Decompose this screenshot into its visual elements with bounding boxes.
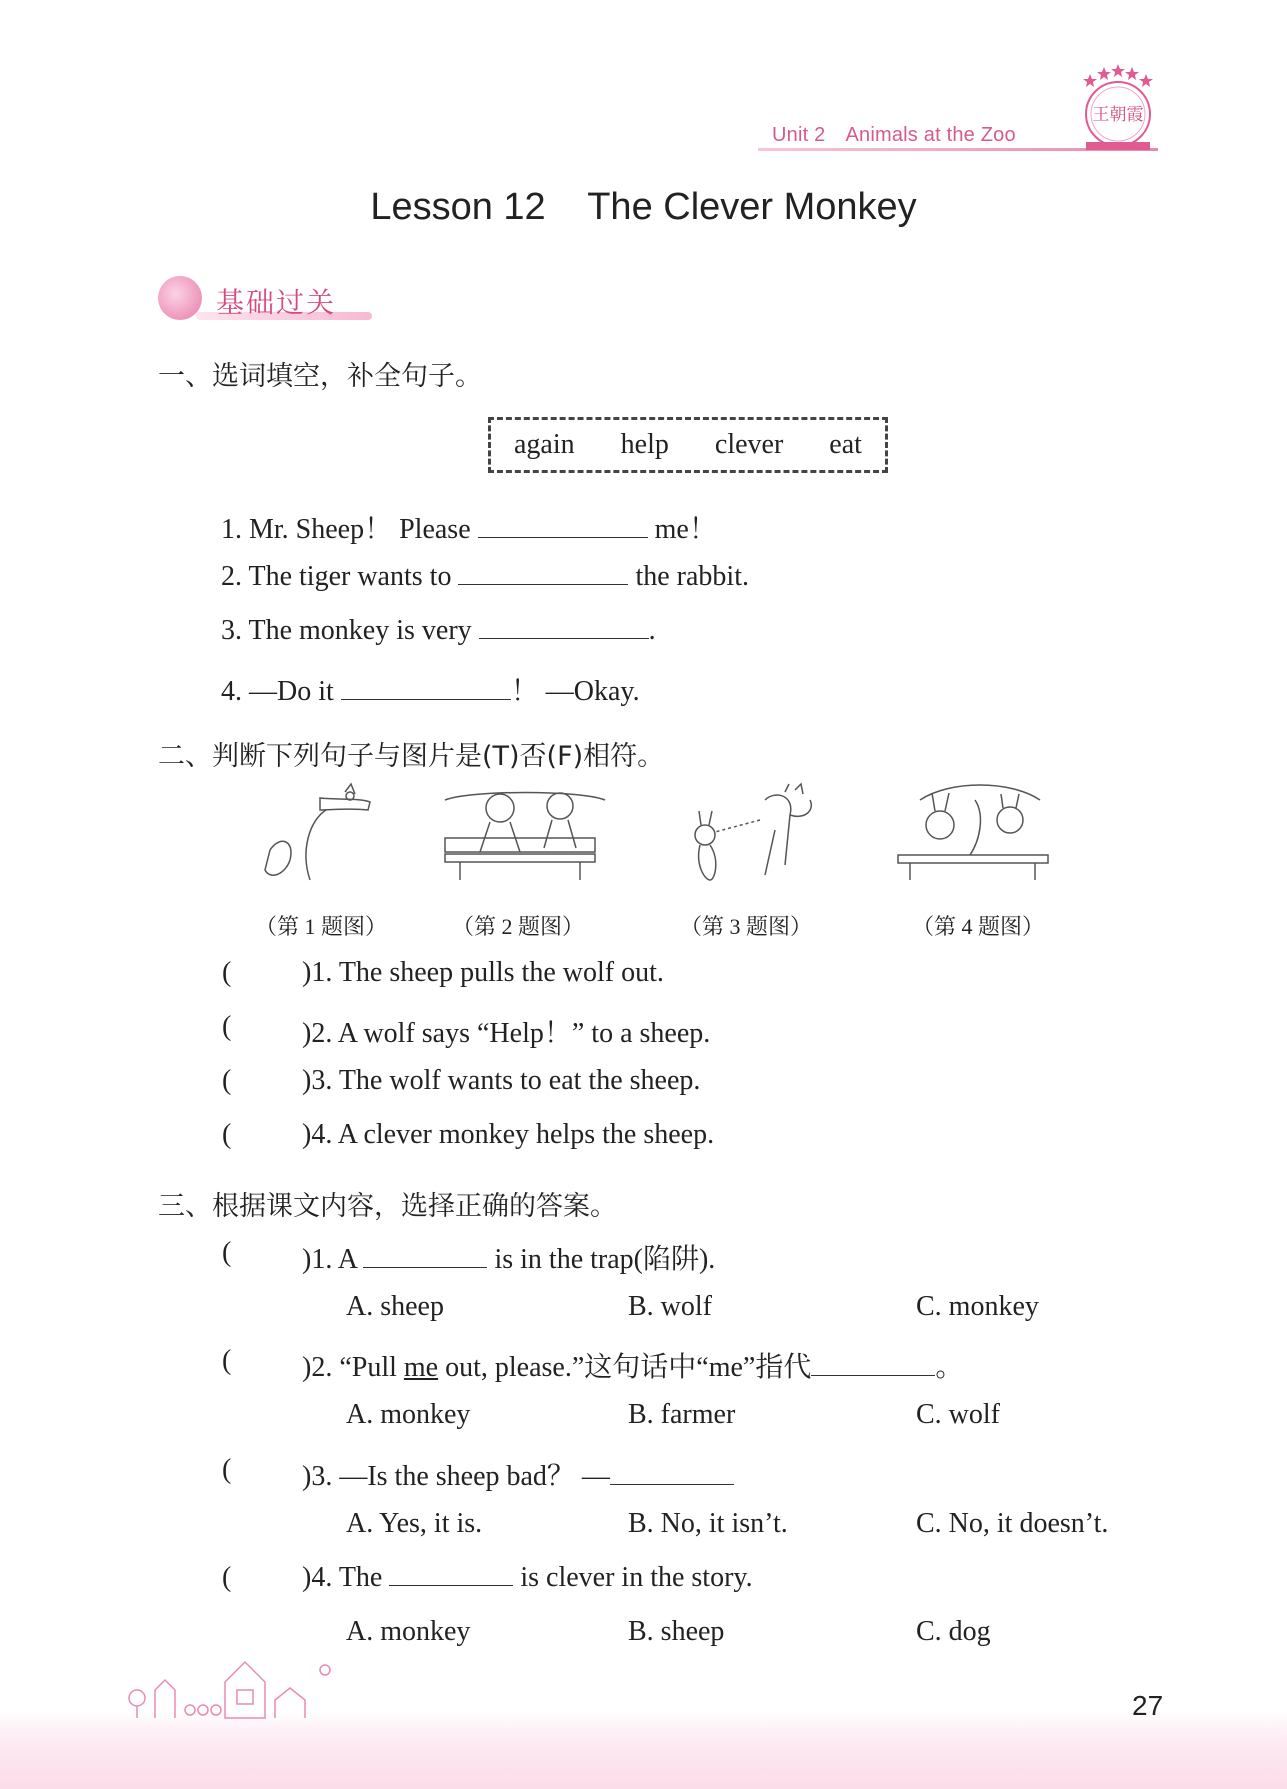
question-stem: )3. —Is the sheep bad？ — (302, 1454, 734, 1494)
page-number: 27 (1132, 1690, 1164, 1721)
answer-paren[interactable]: ( (222, 1562, 232, 1593)
fill-item-text: 3. The monkey is very (221, 615, 472, 646)
unit-title: Animals at the Zoo (845, 124, 1016, 146)
answer-paren[interactable]: ( (222, 957, 232, 988)
picture-caption: （第 1 题图） (255, 914, 388, 939)
fill-item-2 (221, 561, 749, 593)
tf-statement: )2. A wolf says “Help！” to a sheep. (302, 1018, 711, 1049)
answer-paren[interactable]: ( (222, 1454, 232, 1485)
part3-heading: 三、根据课文内容，选择正确的答案。 (158, 1191, 617, 1222)
fill-item-3 (221, 615, 656, 647)
tf-statement: )4. A clever monkey helps the sheep. (302, 1119, 715, 1150)
part1-heading: 一、选词填空，补全句子。 (158, 361, 482, 392)
option-a[interactable]: A. monkey (346, 1399, 471, 1430)
answer-blank[interactable] (479, 616, 649, 639)
picture-caption: （第 4 题图） (912, 914, 1045, 939)
fill-item-text: 2. The tiger wants to (221, 561, 452, 592)
underlined-word: me (403, 1352, 439, 1383)
word-box (488, 417, 888, 473)
lesson-title: Lesson 12 The Clever Monkey (370, 186, 917, 228)
option-c[interactable]: C. wolf (916, 1399, 1000, 1430)
answer-blank[interactable] (363, 1245, 487, 1268)
answer-paren[interactable]: ( (222, 1065, 232, 1096)
answer-blank[interactable] (811, 1353, 935, 1376)
fill-item-4 (221, 669, 640, 709)
word-option: clever (714, 429, 784, 460)
fill-item-text: . (648, 615, 656, 646)
fill-item-text: me！ (654, 514, 717, 545)
fill-item-text: 1. Mr. Sheep！ Please (221, 514, 471, 545)
answer-blank[interactable] (610, 1462, 734, 1485)
picture-caption: （第 3 题图） (680, 914, 813, 939)
footer-band (0, 1710, 1287, 1789)
tf-statement: )1. The sheep pulls the wolf out. (302, 957, 664, 988)
svg-text:王朝霞: 王朝霞 (1092, 105, 1144, 125)
answer-blank[interactable] (458, 562, 628, 585)
word-option: help (620, 429, 669, 460)
question-stem: )2. “Pull me out, please.”这句话中“me”指代 。 (302, 1352, 964, 1383)
castle-decoration-icon (125, 1640, 345, 1720)
tf-statement: )3. The wolf wants to eat the sheep. (302, 1065, 701, 1096)
question-stem: )4. The is clever in the story. (302, 1562, 753, 1593)
option-c[interactable]: C. No, it doesn’t. (916, 1508, 1109, 1539)
answer-paren[interactable]: ( (222, 1237, 232, 1268)
option-b[interactable]: B. sheep (628, 1616, 725, 1647)
picture-caption: （第 2 题图） (452, 914, 585, 939)
unit-header (772, 124, 1016, 147)
answer-paren[interactable]: ( (222, 1011, 232, 1042)
banner-girl-icon (158, 276, 202, 320)
unit-label: Unit 2 (772, 124, 826, 146)
brand-seal-logo (1076, 62, 1160, 152)
word-option: again (514, 429, 575, 460)
answer-blank[interactable] (389, 1563, 513, 1586)
option-c[interactable]: C. dog (916, 1616, 991, 1647)
picture-4-rabbit-and-monkey (890, 780, 1060, 890)
section-banner: 基础过关 (216, 286, 337, 319)
answer-paren[interactable]: ( (222, 1345, 232, 1376)
picture-2-wolf-and-sheep-on-bench (440, 780, 610, 890)
question-stem: )1. A is in the trap(陷阱). (302, 1244, 716, 1275)
option-b[interactable]: B. farmer (628, 1399, 736, 1430)
answer-paren[interactable]: ( (222, 1119, 232, 1150)
word-option: eat (829, 429, 862, 460)
fill-item-text: the rabbit. (635, 561, 749, 592)
option-b[interactable]: B. wolf (628, 1291, 712, 1322)
part2-heading: 二、判断下列句子与图片是(T)否(F)相符。 (158, 741, 665, 772)
picture-1-wolf-in-trap (250, 780, 420, 890)
fill-item-text: ！ —Okay. (510, 676, 640, 707)
option-a[interactable]: A. sheep (346, 1291, 444, 1322)
option-a[interactable]: A. monkey (346, 1616, 471, 1647)
option-b[interactable]: B. No, it isn’t. (628, 1508, 788, 1539)
option-a[interactable]: A. Yes, it is. (346, 1508, 483, 1539)
option-c[interactable]: C. monkey (916, 1291, 1039, 1322)
answer-blank[interactable] (478, 515, 648, 538)
fill-item-text: 4. —Do it (221, 676, 334, 707)
picture-3-wolf-and-rabbit (665, 780, 835, 890)
answer-blank[interactable] (341, 677, 511, 700)
fill-item-1 (221, 507, 717, 547)
